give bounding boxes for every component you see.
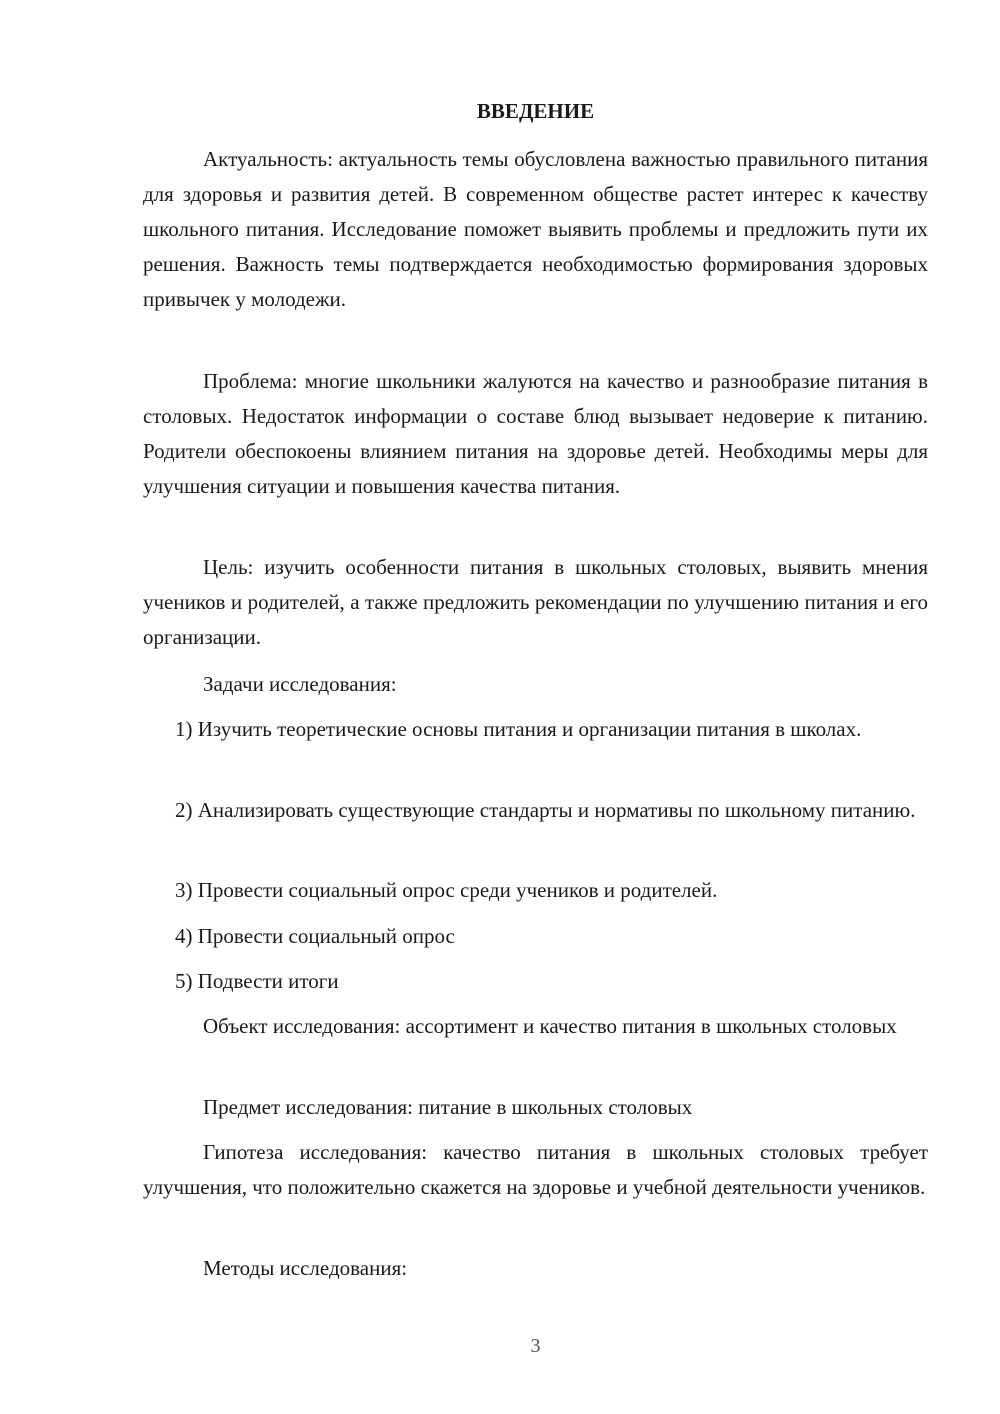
goal-paragraph: Цель: изучить особенности питания в школьных столовых, выявить мнения учеников и родителей, а также предложить рекомендации по улучшению питания и его организации. xyxy=(143,555,928,649)
relevance-paragraph: Актуальность: актуальность темы обусловлена важностью правильного питания для здоровья и развития детей. В современном обществе растет интерес к качеству школьного питания. Исследование поможет выявить проблемы и предложить пути их решения. Важность темы подтверждается необходимостью формирования здоровых привычек у молодежи. xyxy=(143,147,928,311)
subject-paragraph: Предмет исследования: питание в школьных столовых xyxy=(203,1095,693,1119)
task-item-2: 2) Анализировать существующие стандарты и нормативы по школьному питанию. xyxy=(175,798,916,822)
task-item-3: 3) Провести социальный опрос среди учеников и родителей. xyxy=(175,878,718,902)
page-number: 3 xyxy=(530,1335,541,1357)
methods-heading: Методы исследования: xyxy=(203,1256,408,1280)
page-title: ВВЕДЕНИЕ xyxy=(476,99,595,123)
problem-paragraph: Проблема: многие школьники жалуются на качество и разнообразие питания в столовых. Недостаток информации о составе блюд вызывает недоверие к питанию. Родители обеспокоены влиянием питания на здоровье детей. Необходимы меры для улучшения ситуации и повышения качества питания. xyxy=(143,369,928,498)
task-item-5: 5) Подвести итоги xyxy=(175,969,339,993)
object-paragraph: Объект исследования: ассортимент и качество питания в школьных столовых xyxy=(203,1014,897,1038)
tasks-heading: Задачи исследования: xyxy=(203,672,397,696)
task-item-4: 4) Провести социальный опрос xyxy=(175,924,455,948)
document-page xyxy=(143,0,928,1414)
task-item-1: 1) Изучить теоретические основы питания и организации питания в школах. xyxy=(175,717,862,741)
hypothesis-paragraph: Гипотеза исследования: качество питания в школьных столовых требует улучшения, что положительно скажется на здоровье и учебной деятельности учеников. xyxy=(143,1140,928,1199)
